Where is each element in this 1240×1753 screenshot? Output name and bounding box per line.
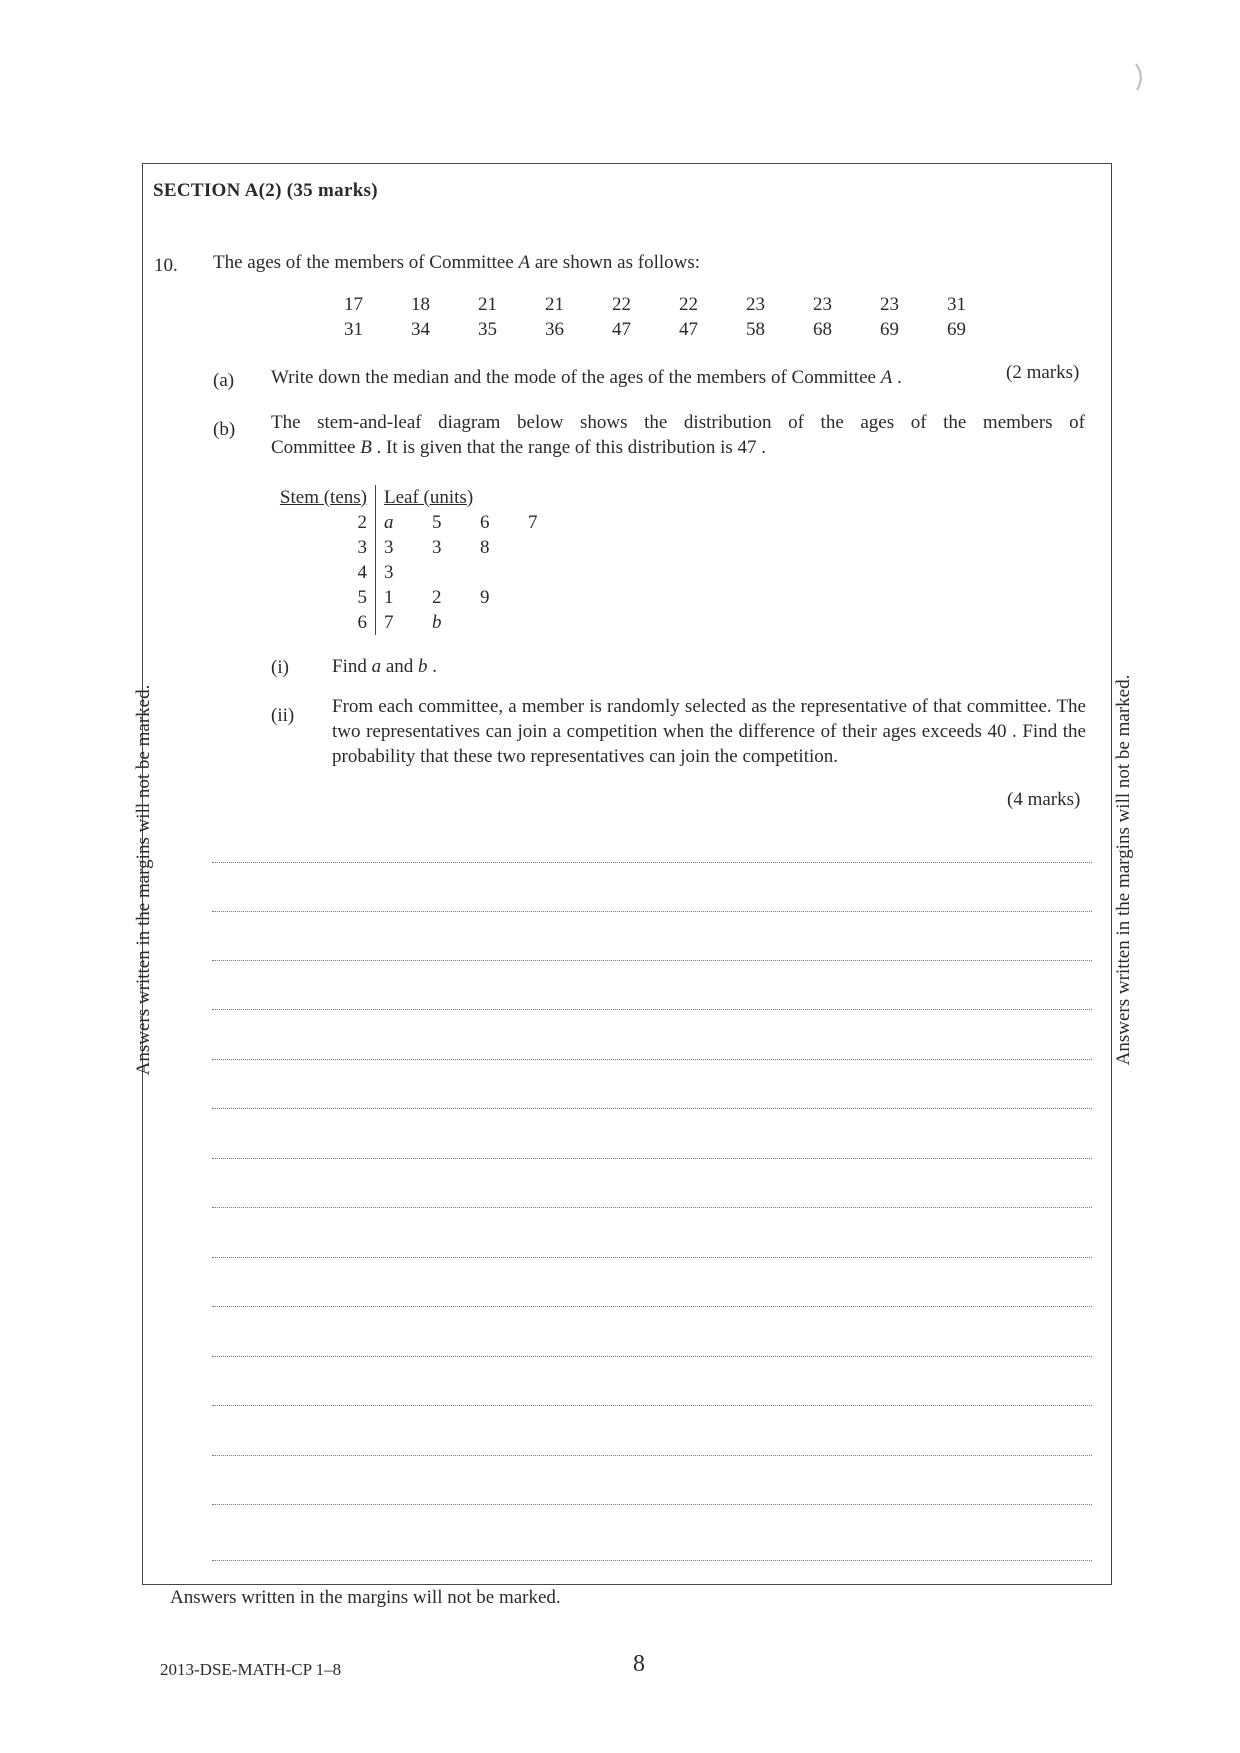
leaf-value — [520, 610, 568, 635]
answer-line[interactable] — [212, 1158, 1092, 1159]
age-value: 23 — [746, 293, 765, 315]
stem-leaf-row — [271, 510, 568, 535]
part-a-text: Write down the median and the mode of the ages of the members of Committee A . — [271, 367, 902, 388]
stem-leaf-row — [271, 535, 568, 560]
page-number: 8 — [633, 1651, 645, 1677]
part-b-text-line-2: Committee B . It is given that the range of this distribution is 47 . — [271, 437, 767, 458]
age-value: 31 — [947, 293, 966, 315]
age-value: 58 — [746, 318, 765, 340]
answer-line[interactable] — [212, 1108, 1092, 1109]
scan-mark-icon — [1133, 62, 1147, 92]
leaf-value: a — [384, 511, 394, 533]
question-number: 10. — [154, 255, 178, 276]
margin-note-bottom: Answers written in the margins will not be marked. — [170, 1587, 561, 1608]
margin-note-left: Answers written in the margins will not be marked. — [133, 684, 154, 1076]
stem-header: Stem (tens) — [271, 485, 376, 510]
stem-leaf-row — [271, 560, 568, 585]
age-value: 23 — [880, 293, 899, 315]
stem-value: 6 — [271, 610, 376, 635]
part-b-label: (b) — [213, 419, 236, 440]
part-a-label: (a) — [213, 370, 235, 391]
age-value: 22 — [679, 293, 698, 315]
part-b-ii-text: From each committee, a member is randomly selected as the representative of that committee. The two representatives can join a competition when the difference of their ages exceeds 40 . Find the probability that these two representatives can join the competition. — [332, 696, 1086, 767]
answer-line[interactable] — [212, 1207, 1092, 1208]
age-value: 69 — [947, 318, 966, 340]
age-value: 21 — [545, 293, 564, 315]
leaf-value: 9 — [480, 586, 490, 608]
leaf-value: 3 — [432, 536, 442, 558]
age-value: 36 — [545, 318, 564, 340]
part-b-i-text: Find a and b . — [332, 656, 438, 677]
leaf-value: 2 — [432, 586, 442, 608]
age-value: 47 — [679, 318, 698, 340]
leaf-value — [472, 560, 520, 585]
answer-line[interactable] — [212, 1356, 1092, 1357]
leaf-value: 3 — [384, 561, 394, 583]
margin-note-right: Answers written in the margins will not be marked. — [1113, 674, 1134, 1066]
age-value: 21 — [478, 293, 497, 315]
leaf-value: 6 — [480, 511, 490, 533]
answer-line[interactable] — [212, 1405, 1092, 1406]
paper-code: 2013-DSE-MATH-CP 1–8 — [160, 1660, 342, 1679]
age-value: 18 — [411, 293, 430, 315]
leaf-value — [472, 610, 520, 635]
leaf-value: 5 — [432, 511, 442, 533]
answer-line[interactable] — [212, 1257, 1092, 1258]
answer-line[interactable] — [212, 1059, 1092, 1060]
leaf-value: 7 — [384, 611, 394, 633]
leaf-value: b — [432, 611, 442, 633]
part-a-marks: (2 marks) — [1006, 362, 1080, 383]
stem-leaf-row — [271, 610, 568, 635]
ages-table — [320, 292, 990, 342]
stem-leaf-header-row — [271, 485, 568, 510]
leaf-value: 3 — [384, 536, 394, 558]
part-b-text-line-1: The stem-and-leaf diagram below shows the distribution of the ages of the members of — [271, 412, 1085, 433]
leaf-value — [520, 585, 568, 610]
part-b-i-label: (i) — [271, 657, 289, 678]
leaf-value: 1 — [384, 586, 394, 608]
part-b-marks: (4 marks) — [1007, 789, 1081, 810]
answer-line[interactable] — [212, 911, 1092, 912]
leaf-value — [424, 560, 472, 585]
leaf-value — [520, 560, 568, 585]
leaf-value: 8 — [480, 536, 490, 558]
answer-line[interactable] — [212, 862, 1092, 863]
ages-row-2 — [320, 317, 990, 342]
leaf-value: 7 — [528, 511, 538, 533]
part-b-text — [271, 410, 1085, 460]
ages-row-1 — [320, 292, 990, 317]
leaf-value — [520, 535, 568, 560]
answer-line[interactable] — [212, 1455, 1092, 1456]
age-value: 69 — [880, 318, 899, 340]
age-value: 23 — [813, 293, 832, 315]
stem-value: 5 — [271, 585, 376, 610]
section-title: SECTION A(2) (35 marks) — [153, 180, 378, 201]
part-b-ii-label: (ii) — [271, 705, 295, 726]
age-value: 31 — [344, 318, 363, 340]
answer-line[interactable] — [212, 1504, 1092, 1505]
age-value: 68 — [813, 318, 832, 340]
age-value: 22 — [612, 293, 631, 315]
leaf-header: Leaf (units) — [384, 486, 474, 508]
answer-line[interactable] — [212, 1560, 1092, 1561]
stem-and-leaf-diagram — [271, 485, 568, 635]
answer-line[interactable] — [212, 1306, 1092, 1307]
question-intro: The ages of the members of Committee A are shown as follows: — [213, 252, 701, 273]
age-value: 17 — [344, 293, 363, 315]
age-value: 47 — [612, 318, 631, 340]
age-value: 35 — [478, 318, 497, 340]
stem-value: 2 — [271, 510, 376, 535]
stem-leaf-row — [271, 585, 568, 610]
stem-value: 3 — [271, 535, 376, 560]
answer-line[interactable] — [212, 960, 1092, 961]
age-value: 34 — [411, 318, 430, 340]
stem-value: 4 — [271, 560, 376, 585]
answer-line[interactable] — [212, 1009, 1092, 1010]
